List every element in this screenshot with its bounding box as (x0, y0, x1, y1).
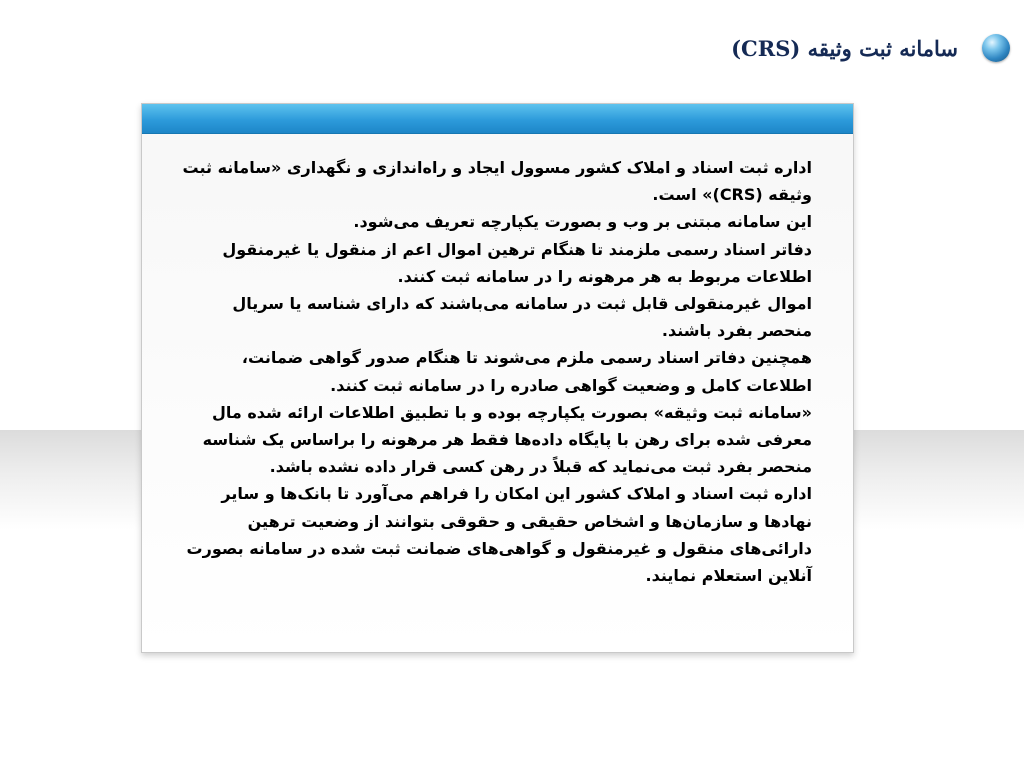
card-header-bar (142, 104, 853, 134)
paragraph-online-inquiry: اداره ثبت اسناد و املاک کشور این امکان را فراهم می‌آورد تا بانک‌ها و سایر نهادها و سازمان‌ها و اشخاص حقیقی و حقوقی بتوانند از وضعیت ترهین دارائی‌های منقول و غیرمنقول و گواهی‌های ضمانت ثبت شده در سامانه بصورت آنلاین استعلام نمایند. (186, 484, 812, 586)
paragraph-guarantee-certificates: همچنین دفاتر اسناد رسمی ملزم می‌شوند تا هنگام صدور گواهی ضمانت، اطلاعات کامل و وضعیت گواهی صادره را در سامانه ثبت کنند. (241, 348, 812, 395)
card-body (142, 134, 853, 589)
sphere-bullet-icon (982, 34, 1010, 62)
paragraph-crs-responsibility: اداره ثبت اسناد و املاک کشور مسوول ایجاد و راه‌اندازی و نگهداری «سامانه ثبت وثیقه (CRS)» است. (182, 158, 812, 205)
slide-header (731, 30, 1010, 66)
paragraph-integrated-system: «سامانه ثبت وثیقه» بصورت یکپارچه بوده و با تطبیق اطلاعات ارائه شده مال معرفی شده برای رهن با پایگاه داده‌ها فقط هر مرهونه را براساس یک شناسه منحصر بفرد ثبت می‌نماید که قبلاً در رهن کسی قرار داده نشده باشد. (202, 402, 812, 477)
content-card (141, 103, 854, 653)
paragraph-registrable-assets: اموال غیرمنقولی قابل ثبت در سامانه می‌باشند که دارای شناسه یا سریال منحصر بفرد باشند. (232, 294, 812, 341)
slide-title: سامانه ثبت وثیقه (CRS) (731, 35, 958, 61)
paragraph-notary-obligation: دفاتر اسناد رسمی ملزمند تا هنگام ترهین اموال اعم از منقول یا غیرمنقول اطلاعات مربوط به هر مرهونه را در سامانه ثبت کنند. (222, 239, 812, 286)
paragraph-web-based: این سامانه مبتنی بر وب و بصورت یکپارچه تعریف می‌شود. (353, 212, 812, 232)
